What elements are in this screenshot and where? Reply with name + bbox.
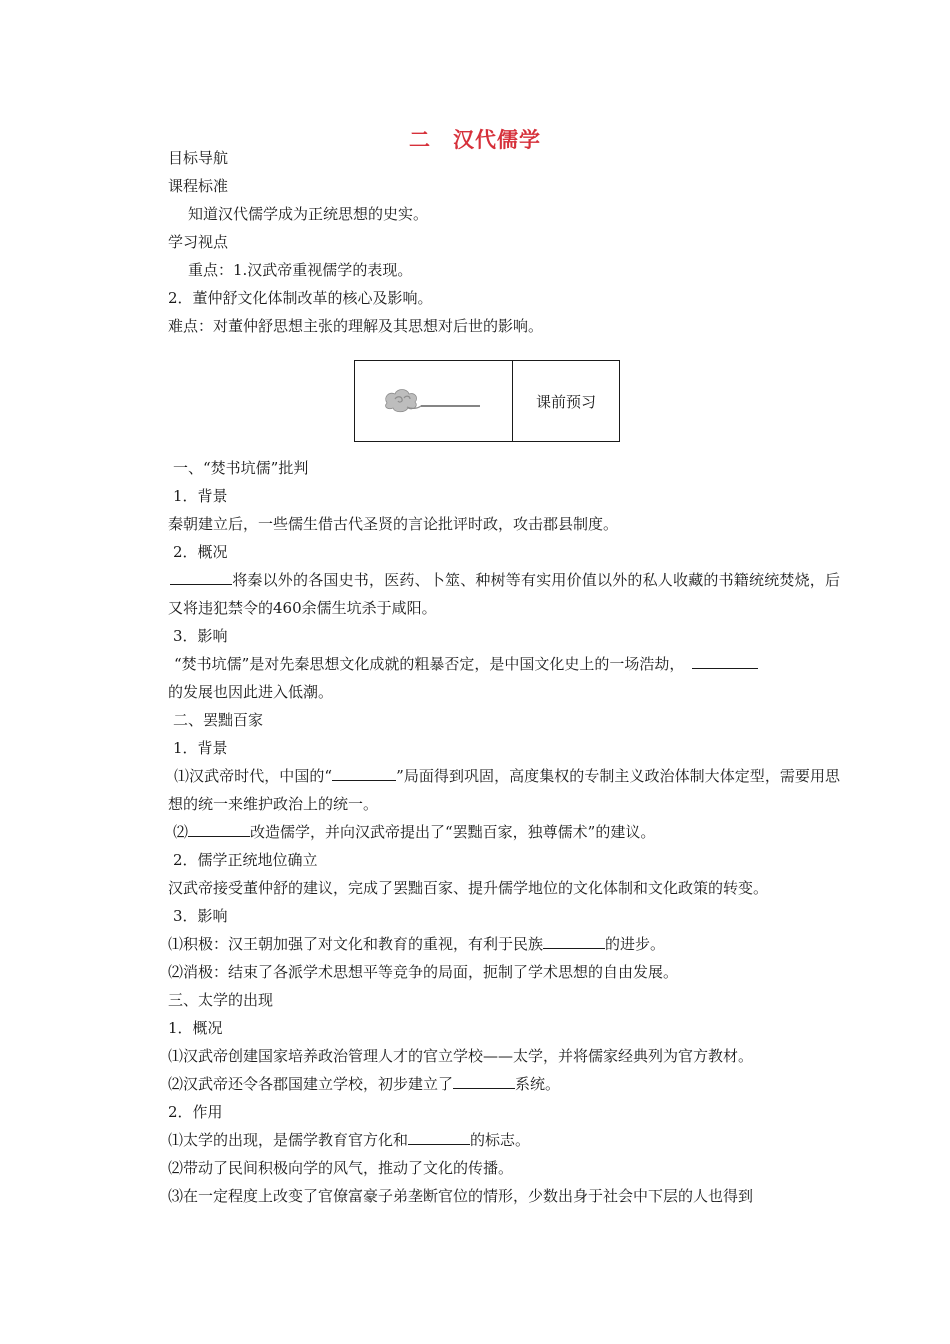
fill-blank[interactable] (332, 766, 396, 781)
section2-establish-heading: 2．儒学正统地位确立 (173, 851, 318, 869)
section3-overview-heading: 1．概况 (168, 1019, 223, 1037)
section3-role-heading: 2．作用 (168, 1103, 223, 1121)
fill-blank[interactable] (692, 654, 758, 669)
cloud-swirl-icon (355, 361, 512, 441)
banner-graphic (355, 361, 513, 441)
standard-text: 知道汉代儒学成为正统思想的史实。 (188, 205, 429, 223)
section3-ov2-text-b: 系统。 (515, 1075, 561, 1093)
section1-influence-heading: 3．影响 (173, 627, 228, 645)
fill-blank[interactable] (170, 570, 232, 585)
section2-bg2-text-a: ⑵ (173, 823, 189, 841)
section1-influence-text-a: “焚书坑儒”是对先秦思想文化成就的粗暴否定，是中国文化史上的一场浩劫， (174, 655, 685, 673)
section2-background-paragraph-2 (173, 822, 843, 842)
fill-blank[interactable] (453, 1074, 515, 1089)
section2-bg2-text-b: 改造儒学，并向汉武帝提出了“罢黜百家，独尊儒术”的建议。 (250, 823, 656, 841)
key-point-1: 重点：1.汉武帝重视儒学的表现。 (188, 261, 413, 279)
section2-positive-text-b: 的进步。 (605, 935, 666, 953)
section2-positive-text-a: ⑴积极：汉王朝加强了对文化和教育的重视，有利于民族 (168, 935, 544, 953)
difficult-point: 难点：对董仲舒思想主张的理解及其思想对后世的影响。 (168, 317, 544, 335)
section2-establish-text: 汉武帝接受董仲舒的建议，完成了罢黜百家、提升儒学地位的文化体制和文化政策的转变。 (168, 879, 769, 897)
section2-background-heading: 1．背景 (173, 739, 228, 757)
title-text: 汉代儒学 (453, 128, 541, 152)
section1-overview-paragraph (168, 566, 840, 622)
section2-positive-line (168, 934, 838, 954)
fill-blank[interactable] (408, 1130, 470, 1145)
section3-role-1-line (168, 1130, 838, 1150)
preview-banner (354, 360, 620, 442)
section3-r1-text-b: 的标志。 (470, 1131, 531, 1149)
section2-influence-heading: 3．影响 (173, 907, 228, 925)
key-point-2: 2．董仲舒文化体制改革的核心及影响。 (168, 289, 433, 307)
section2-bg1-text-a: ⑴汉武帝时代，中国的“ (174, 767, 333, 785)
section3-role-3: ⑶在一定程度上改变了官僚富豪子弟垄断官位的情形，少数出身于社会中下层的人也得到 (168, 1187, 754, 1205)
section3-overview-1: ⑴汉武帝创建国家培养政治管理人才的官立学校——太学，并将儒家经典列为官方教材。 (168, 1047, 754, 1065)
goal-heading: 目标导航 (168, 149, 229, 167)
fill-blank[interactable] (543, 934, 605, 949)
section1-overview-text: 将秦以外的各国史书，医药、卜筮、种树等有实用价值以外的私人收藏的书籍统统焚烧，后又将违犯禁令的460余儒生坑杀于咸阳。 (168, 571, 840, 617)
view-heading: 学习视点 (168, 233, 229, 251)
section3-overview-2-line (168, 1074, 838, 1094)
section1-overview-heading: 2．概况 (173, 543, 228, 561)
section3-role-2: ⑵带动了民间积极向学的风气，推动了文化的传播。 (168, 1159, 514, 1177)
section1-background-heading: 1．背景 (173, 487, 228, 505)
title-number: 二 (409, 128, 431, 152)
section1-influence-paragraph (168, 650, 840, 706)
preview-label: 课前预习 (535, 392, 596, 411)
section1-background-text: 秦朝建立后，一些儒生借古代圣贤的言论批评时政，攻击郡县制度。 (168, 515, 619, 533)
section3-ov2-text-a: ⑵汉武帝还令各郡国建立学校，初步建立了 (168, 1075, 454, 1093)
section3-r1-text-a: ⑴太学的出现，是儒学教育官方化和 (168, 1131, 409, 1149)
section1-influence-text-b: 的发展也因此进入低潮。 (168, 683, 334, 701)
section2-negative-text: ⑵消极：结束了各派学术思想平等竞争的局面，扼制了学术思想的自由发展。 (168, 963, 679, 981)
fill-blank[interactable] (188, 822, 250, 837)
standard-heading: 课程标准 (168, 177, 229, 195)
section2-heading: 二、罢黜百家 (173, 711, 264, 729)
section2-background-paragraph-1 (168, 762, 840, 818)
section3-heading: 三、太学的出现 (168, 991, 274, 1009)
section1-heading: 一、“焚书坑儒”批判 (173, 459, 309, 477)
section2-bg1-text-b: ”局面得到巩固，高度集权的专制主义政治体制大体定型，需要用思想的统一来维护政治上的统一。 (168, 767, 841, 813)
